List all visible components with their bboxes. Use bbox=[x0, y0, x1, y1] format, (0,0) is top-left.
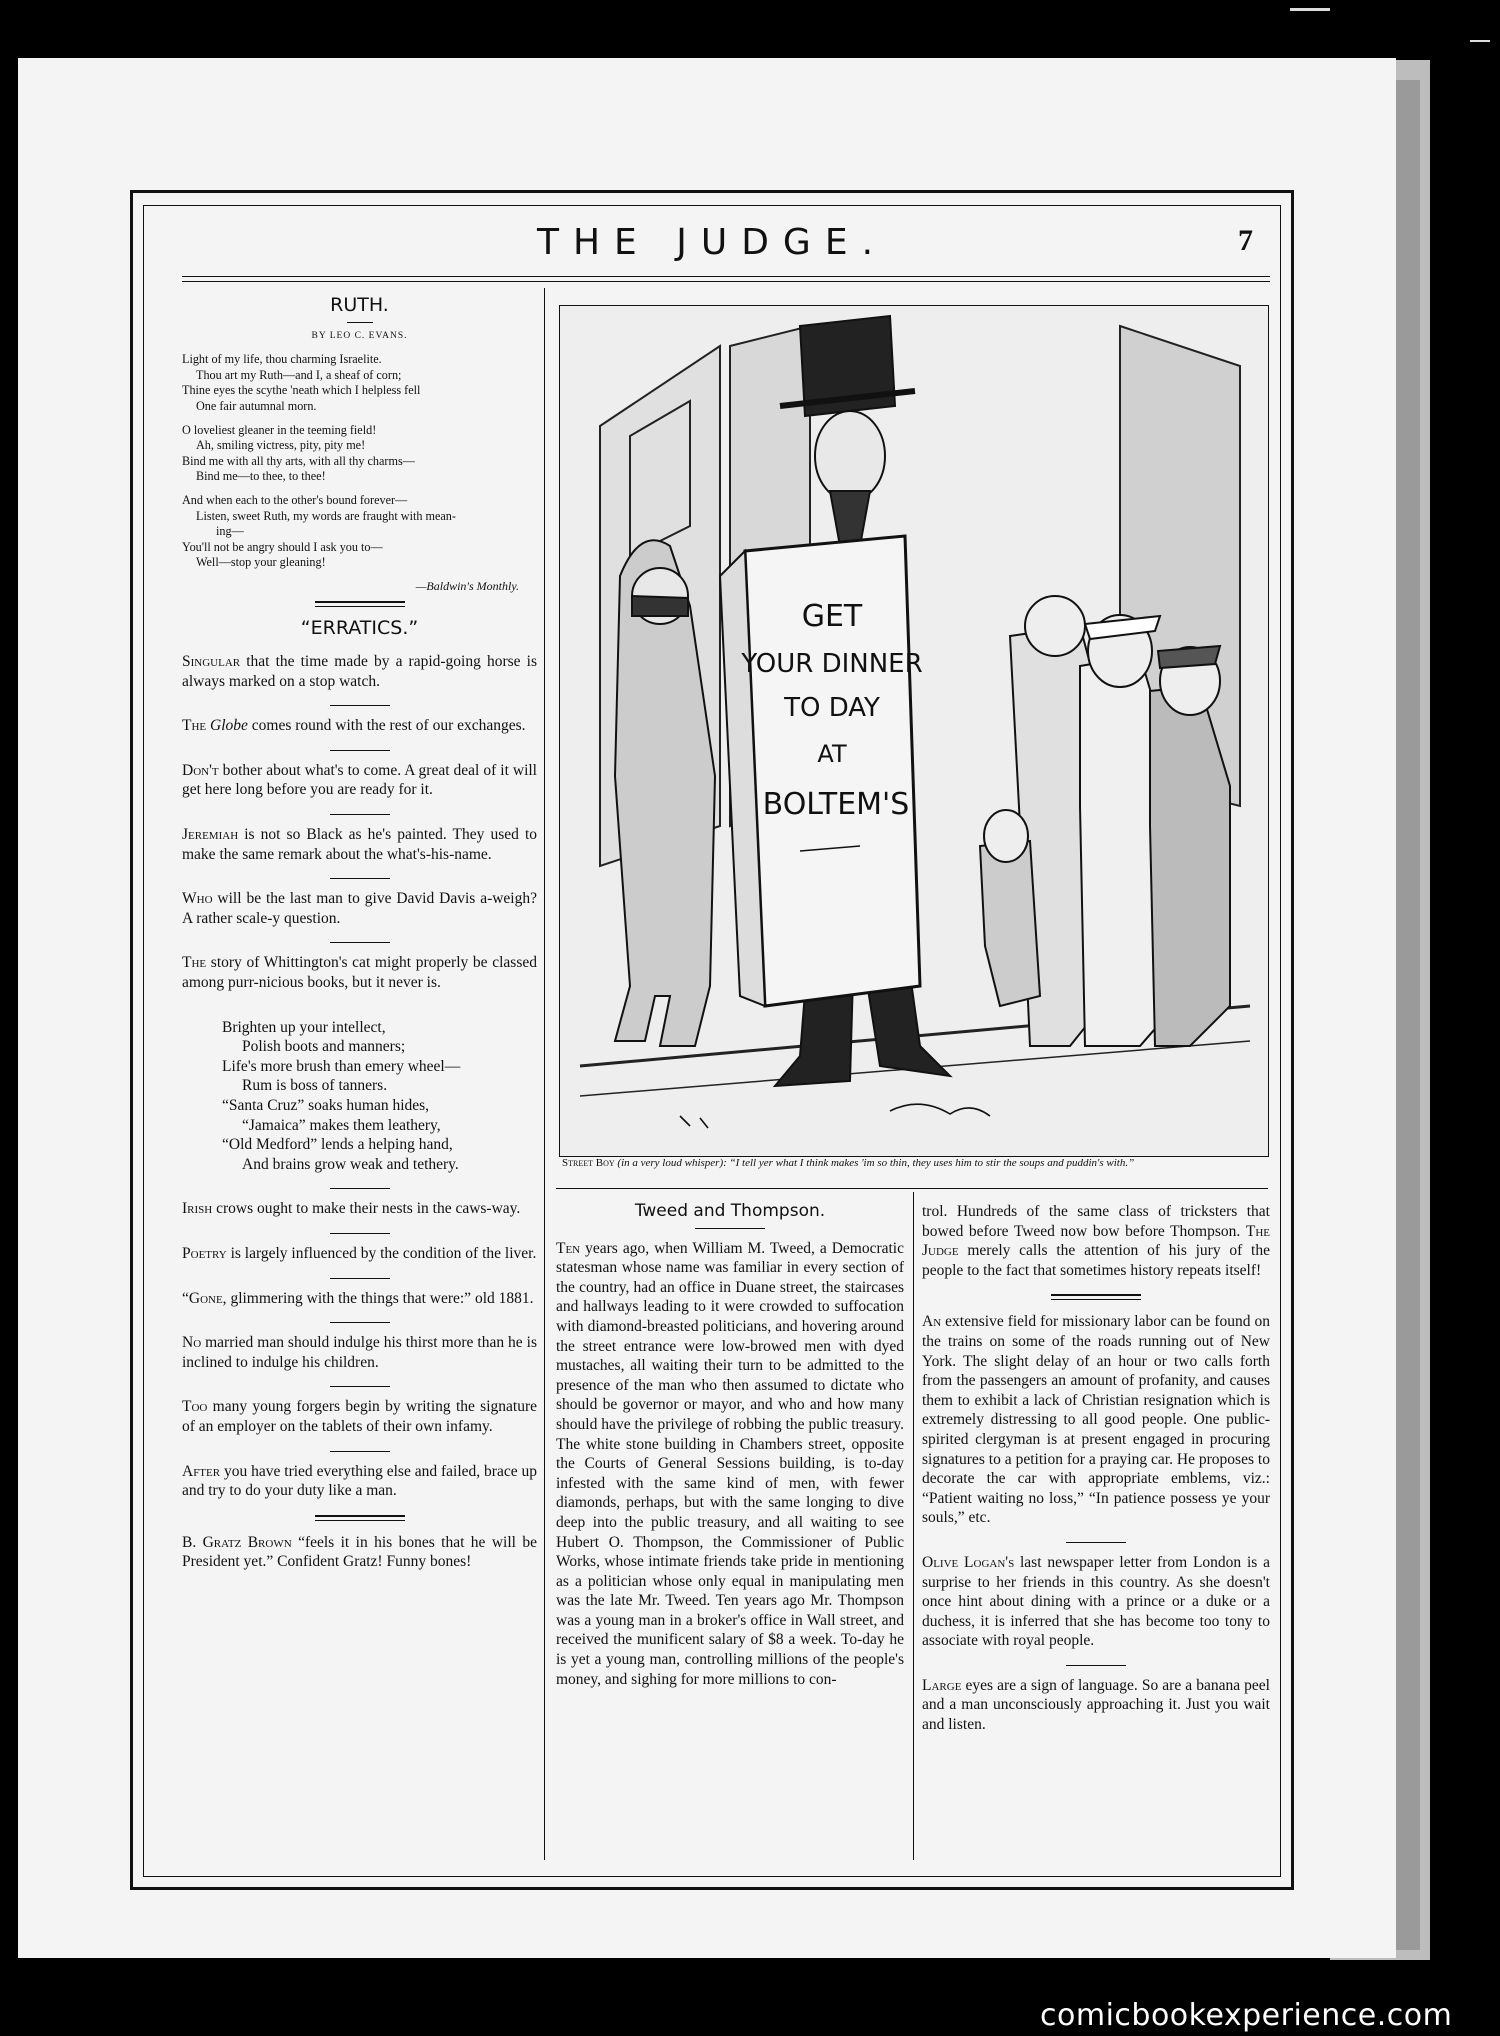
poem-line: ing— bbox=[216, 524, 244, 539]
section-rule bbox=[315, 601, 405, 607]
paragraph: After you have tried everything else and failed, brace up and try to do your duty like a man. bbox=[182, 1462, 537, 1500]
paragraph: The Globe comes round with the rest of our exchanges. bbox=[182, 717, 526, 735]
paragraph: Large eyes are a sign of language. So are a banana peel and a man unconsciously approaching it. Just you wait and listen. bbox=[922, 1676, 1270, 1734]
paragraph-rule bbox=[330, 705, 390, 706]
paragraph-rule bbox=[330, 1188, 390, 1189]
paragraph: Poetry is largely influenced by the condition of the liver. bbox=[182, 1244, 537, 1262]
watermark-text: comicbookexperience.com bbox=[1040, 1998, 1453, 2033]
poem-line: And when each to the other's bound forever— bbox=[182, 492, 408, 507]
poem-title: RUTH. bbox=[330, 294, 389, 316]
column-divider bbox=[913, 1192, 914, 1860]
section-title: “ERRATICS.” bbox=[300, 616, 419, 639]
verse-line: “Santa Cruz” soaks human hides, bbox=[222, 1097, 430, 1114]
paragraph-rule bbox=[330, 1322, 390, 1323]
masthead-title: THE JUDGE. bbox=[536, 222, 888, 263]
verse-line: And brains grow weak and tethery. bbox=[242, 1155, 459, 1173]
scan-speck bbox=[1470, 40, 1490, 42]
verse-line: “Jamaica” makes them leathery, bbox=[242, 1116, 441, 1134]
paragraph: Ten years ago, when William M. Tweed, a Democratic statesman whose name was familiar in every section of the country, had an office in Duane street, the staircases and hallways leading to it were crowded to suffocation with diamond-breasted politicians, and hovering around the street entrance were low-browed men with dyed mustaches, all waiting their turn to be admitted to the presence of the man who then assumed to dictate who should be governor or mayor, and who and how many should have the privilege of robbing the public treasury. The white stone building in Chambers street, opposite the Courts of General Sessions building, is to-day infested with the same kind of men, with fewer diamonds, perhaps, but with the same longing to dive deep into the public treasury, and all waiting to see Hubert O. Thompson, the Commissioner of Public Works, whose intimate friends take pride in mentioning as a politician whose only equal in manipulating men was the late Mr. Tweed. Ten years ago Mr. Thompson was a young man in a broker's office in Wall street, and received the munificent salary of $8 a week. To-day he is yet a young man, controlling millions of the people's money, and sighing for more millions to con- bbox=[556, 1239, 904, 1688]
right-column bbox=[922, 1202, 1270, 1749]
column-divider bbox=[544, 288, 545, 1860]
sign-line-2: YOUR DINNER bbox=[741, 649, 923, 679]
paragraph: No married man should indulge his thirst more than he is inclined to indulge his children. bbox=[182, 1334, 537, 1371]
poem-line: Ah, smiling victress, pity, pity me! bbox=[196, 438, 366, 453]
header-rule bbox=[182, 281, 1270, 282]
paragraph-rule bbox=[330, 1278, 390, 1279]
cartoon-illustration bbox=[559, 305, 1269, 1157]
poem-line: One fair autumnal morn. bbox=[196, 398, 317, 413]
poem-stanza bbox=[182, 423, 537, 485]
section-rule bbox=[1051, 1294, 1141, 1300]
paragraph: The story of Whittington's cat might properly be classed among purr-nicious books, but it never is. bbox=[182, 954, 537, 992]
sign-line-1: GET bbox=[801, 599, 863, 634]
title-rule bbox=[347, 322, 373, 323]
poem-ruth bbox=[182, 352, 537, 594]
paragraph: Who will be the last man to give David Davis a-weigh? A rather scale-y question. bbox=[182, 890, 537, 927]
paragraph-rule bbox=[330, 942, 390, 943]
poem-stanza bbox=[182, 493, 537, 571]
paragraph: trol. Hundreds of the same class of tricksters that bowed before Tweed now bow before Thompson. The Judge merely calls the attention of his jury of the people to the fact that sometimes history repeats itself! bbox=[922, 1203, 1270, 1279]
cartoon-caption: Street Boy (in a very loud whisper): “I tell yer what I think makes 'im so thin, they uses him to stir the soups and puddin's with.” bbox=[562, 1157, 1135, 1169]
left-column bbox=[182, 296, 537, 1586]
verse bbox=[182, 1018, 537, 1175]
paragraph-rule bbox=[1066, 1542, 1126, 1543]
header-rule bbox=[182, 276, 1270, 277]
paragraph-rule bbox=[330, 878, 390, 879]
poem-line: Light of my life, thou charming Israelite. bbox=[182, 352, 382, 367]
paragraph: “Gone, glimmering with the things that were:” old 1881. bbox=[182, 1289, 534, 1307]
sign-line-4: AT bbox=[817, 740, 847, 768]
paragraph-rule bbox=[330, 750, 390, 751]
sign-line-3: TO DAY bbox=[784, 693, 880, 723]
paragraph: Singular that the time made by a rapid-going horse is always marked on a stop watch. bbox=[182, 653, 537, 690]
poem-byline: BY LEO C. EVANS. bbox=[311, 330, 408, 341]
poem-line: Thine eyes the scythe 'neath which I helpless fell bbox=[182, 383, 421, 398]
poem-line: Thou art my Ruth—and I, a sheaf of corn; bbox=[196, 367, 402, 382]
poem-line: O loveliest gleaner in the teeming field! bbox=[182, 422, 377, 437]
sign-line-5: BOLTEM'S bbox=[762, 787, 910, 822]
scan-speck bbox=[1290, 8, 1330, 11]
paragraph-rule bbox=[330, 1451, 390, 1452]
cartoon-rule bbox=[556, 1188, 1268, 1189]
title-rule bbox=[695, 1228, 765, 1229]
cartoon-drawing bbox=[560, 306, 1269, 1157]
section-rule bbox=[315, 1515, 405, 1521]
middle-column bbox=[556, 1202, 904, 1703]
page-number: 7 bbox=[1238, 224, 1253, 257]
paragraph-rule bbox=[330, 1233, 390, 1234]
paragraph: Jeremiah is not so Black as he's painted. They used to make the same remark about the what's-his-name. bbox=[182, 826, 537, 863]
poem-stanza bbox=[182, 352, 537, 414]
article-title: Tweed and Thompson. bbox=[634, 1201, 826, 1221]
paragraph-rule bbox=[330, 814, 390, 815]
paragraph-rule bbox=[330, 1386, 390, 1387]
poem-line: Well—stop your gleaning! bbox=[196, 555, 326, 570]
poem-line: Bind me—to thee, to thee! bbox=[196, 469, 326, 484]
verse-line: Brighten up your intellect, bbox=[222, 1018, 386, 1036]
verse-line: Polish boots and manners; bbox=[242, 1038, 406, 1056]
paragraph: Olive Logan's last newspaper letter from London is a surprise to her friends in this country. As she doesn't once hint about dining with a prince or a duke or a duchess, it is inferred that she has become too tony to associate with royal people. bbox=[922, 1553, 1270, 1650]
poem-line: Listen, sweet Ruth, my words are fraught with mean- bbox=[196, 508, 456, 523]
verse-line: Life's more brush than emery wheel— bbox=[222, 1057, 461, 1075]
poem-line: Bind me with all thy arts, with all thy charms— bbox=[182, 453, 415, 468]
poem-credit: —Baldwin's Monthly. bbox=[415, 578, 519, 593]
paragraph: Don't bother about what's to come. A great deal of it will get here long before you are ready for it. bbox=[182, 761, 537, 799]
poem-line: You'll not be angry should I ask you to— bbox=[182, 539, 383, 554]
paragraph-rule bbox=[1066, 1665, 1126, 1666]
verse-line: Rum is boss of tanners. bbox=[242, 1077, 388, 1095]
paragraph: B. Gratz Brown “feels it in his bones that he will be President yet.” Confident Gratz! Funny bones! bbox=[182, 1533, 537, 1571]
paragraph: An extensive field for missionary labor can be found on the trains on some of the roads running out of New York. The slight delay of an hour or two calls forth from the passengers an amount of profanity, and causes them to exhibit a lack of Christian resignation which is extremely distressing to all good people. One public-spirited clergyman is at present engaged in procuring signatures to a petition for a praying car. He proposes to decorate the car with appropriate emblems, viz.: “Patient waiting no loss,” “In patience possess ye your souls,” etc. bbox=[922, 1313, 1270, 1527]
verse-line: “Old Medford” lends a helping hand, bbox=[222, 1136, 453, 1154]
paragraph: Irish crows ought to make their nests in the caws-way. bbox=[182, 1200, 521, 1218]
paragraph: Too many young forgers begin by writing the signature of an employer on the tablets of their own infamy. bbox=[182, 1398, 537, 1435]
